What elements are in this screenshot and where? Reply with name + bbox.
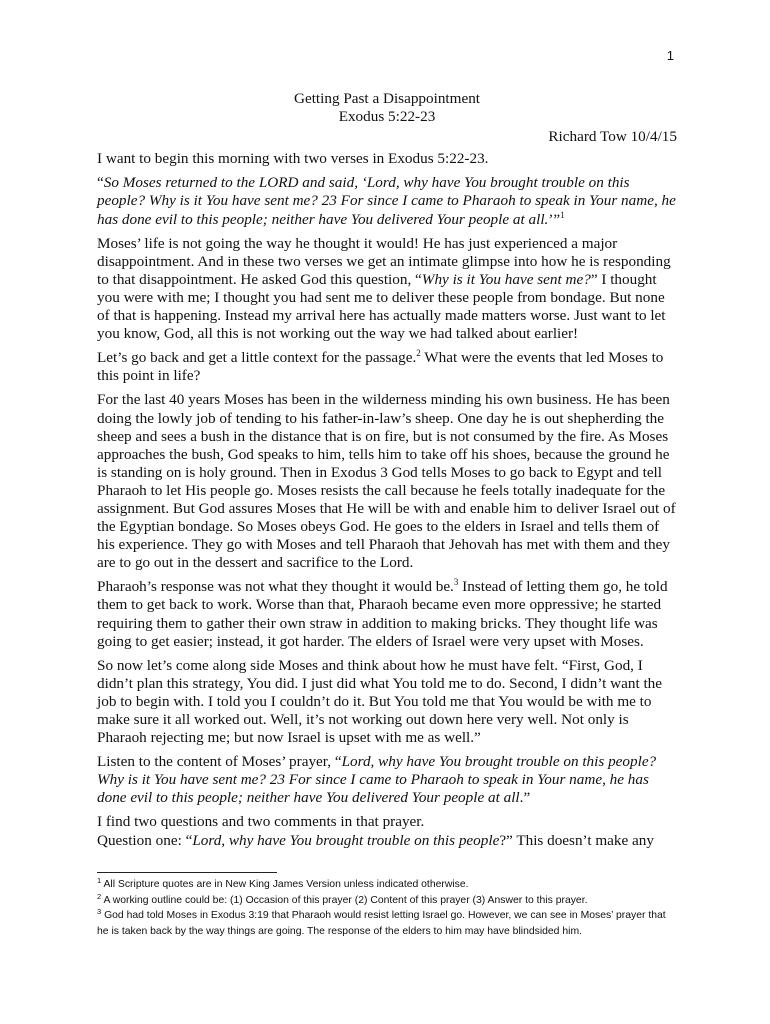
footnote-text: All Scripture quotes are in New King James Version unless indicated otherwise. (103, 879, 469, 890)
footnote-number: 1 (97, 876, 102, 885)
paragraph-pharaoh-response (97, 578, 677, 650)
paragraph-context (97, 349, 677, 385)
paragraph-text: Pharaoh’s response was not what they thought it would be. (97, 578, 454, 596)
intro-paragraph: I want to begin this morning with two verses in Exodus 5:22-23. (97, 150, 489, 168)
footnotes-section (97, 872, 677, 939)
paragraph-text: ” I thought you were with me; I thought you had sent me to deliver these people from bondage. But none of that is happening. Instead my arrival here has actually made matters worse. Just want to let you know, God, all this is not working out the way we had talked about earlier! (97, 270, 666, 343)
paragraph-text: What were the events that led Moses to this point in life? (97, 349, 664, 385)
scripture-reference: Exodus 5:22-23 (338, 108, 436, 126)
paragraph-italic: Why is it You have sent me? (421, 270, 591, 288)
paragraph-disappointment (97, 235, 677, 344)
paragraph-italic: Lord, why have You brought trouble on this people? Why is it You have sent me? 23 For since I came to Pharaoh to speak in Your name, he has done evil to this people; neither have You delivered Your people at all (97, 753, 657, 807)
scripture-quote (97, 174, 677, 228)
paragraph-question-one (97, 832, 677, 850)
paragraph-text: .” (519, 789, 531, 807)
footnote-1 (97, 877, 677, 893)
footnote-text: God had told Moses in Exodus 3:19 that Pharaoh would resist letting Israel go. However, we can see in Moses’ prayer that he is taken back by the way things are going. The response of the elders to him may have blindsided him. (97, 910, 666, 937)
footnote-3 (97, 908, 677, 939)
paragraph-text: Instead of letting them go, he told them to get back to work. Worse than that, Pharaoh became even more oppressive; he started requiring them to gather their own straw in addition to making bricks. They thought life was going to get easier; instead, it got harder. The elders of Israel were very upset with Moses. (97, 578, 668, 650)
scripture-close-quote: ’” (548, 210, 561, 228)
footnote-ref-2[interactable]: 2 (416, 348, 421, 359)
footnote-ref-3[interactable]: 3 (453, 577, 459, 588)
author-date-line: Richard Tow 10/4/15 (548, 128, 677, 146)
paragraph-text: Let’s go back and get a little context for the passage. (97, 349, 417, 367)
paragraph-text: Question one: “ (97, 831, 193, 849)
page-number: 1 (666, 48, 674, 63)
footnote-divider (97, 872, 277, 873)
paragraph-prayer-content (97, 753, 677, 807)
scripture-open-quote: “ (97, 174, 104, 192)
footnote-text: A working outline could be: (1) Occasion of this prayer (2) Content of this prayer (3) Answer to this prayer. (103, 894, 588, 906)
paragraph-moses-feelings: So now let’s come along side Moses and think about how he must have felt. “First, God, I didn’t plan this strategy, You did. I just did what You told me to do. Second, I didn’t want the job to begin with. I told you I couldn’t do it. But You told me that You would be with me to make sure it all worked out. Well, it’s not working out down here very well. Not only is Pharaoh rejecting me; but now Israel is upset with me as well.” (97, 656, 663, 747)
footnote-number: 2 (97, 891, 102, 901)
paragraph-text: ?” This doesn’t make any (499, 831, 654, 849)
footnote-number: 3 (97, 907, 102, 916)
sermon-title: Getting Past a Disappointment (293, 90, 481, 107)
paragraph-text: Listen to the content of Moses’ prayer, “ (97, 753, 342, 771)
paragraph-background: For the last 40 years Moses has been in the wilderness minding his own business. He has been doing the lowly job of tending to his father-in-law’s sheep. One day he is out shepherding the sheep and sees a bush in the distance that is on fire, but is not consumed by the fire. As Moses approaches the bush, God speaks to him, tells him to take off his shoes, because the ground he is standing on is holy ground. Then in Exodus 3 God tells Moses to go back to Egypt and tell Pharaoh to let His people go. Moses resists the call because he feels totally inadequate for the assignment. But God assures Moses that He will be with and enable him to deliver Israel out of the Egyptian bondage. So Moses obeys God. He goes to the elders in Israel and tells them of his experience. They go with Moses and tell Pharaoh that Jehovah has met with them and they are to go out in the dessert and sacrifice to the Lord. (97, 391, 676, 572)
footnote-2 (97, 893, 677, 909)
footnote-ref-1[interactable]: 1 (560, 209, 565, 220)
paragraph-two-questions: I find two questions and two comments in that prayer. (97, 813, 425, 831)
scripture-text: So Moses returned to the LORD and said, ‘Lord, why have You brought trouble on this people? Why is it You have sent me? 23 For since I came to Pharaoh to speak in Your name, he has done evil to this people; neither have You delivered Your people at all. (97, 174, 676, 228)
paragraph-italic: Lord, why have You brought trouble on this people (192, 831, 500, 849)
document-body (97, 90, 677, 850)
paragraph-text: Moses’ life is not going the way he thought it would! He has just experienced a major disappointment. And in these two verses we get an intimate glimpse into how he is responding to that disappointment. He asked God this question, “ (97, 234, 671, 288)
